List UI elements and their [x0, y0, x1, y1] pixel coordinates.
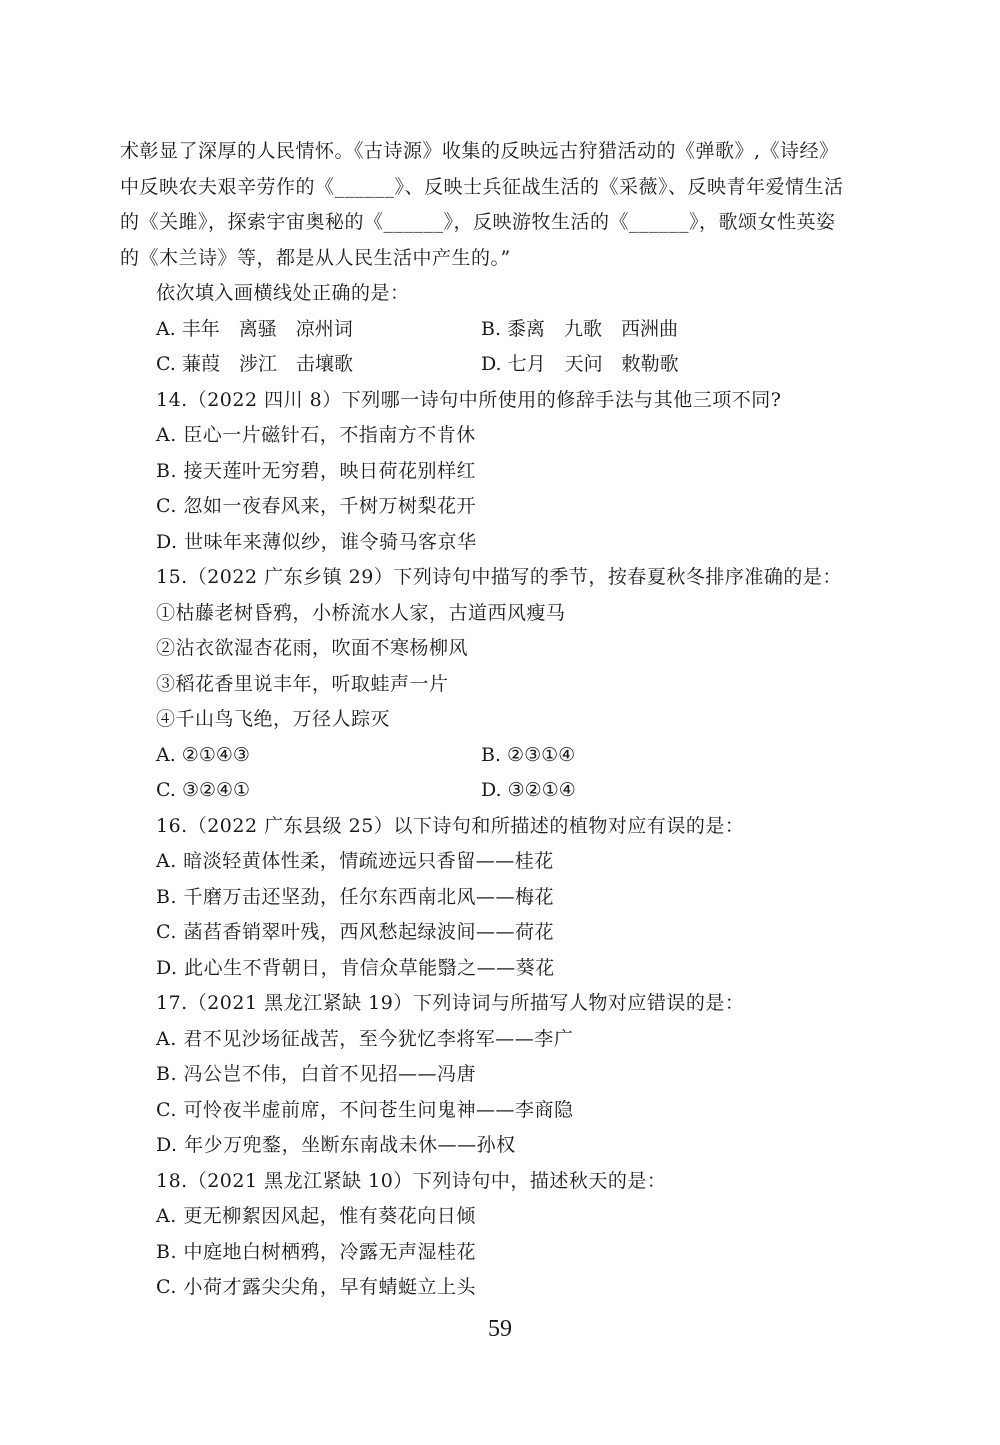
option-c: C. 可怜夜半虚前席，不问苍生问鬼神——李商隐 — [156, 1098, 574, 1121]
option-row — [120, 738, 880, 774]
option-b: B. 千磨万击还坚劲，任尔东西南北风——梅花 — [156, 885, 555, 908]
option-a: A. 丰年 离骚 凉州词 — [156, 317, 353, 340]
option-d: D. 年少万兜鍪，坐断东南战未休——孙权 — [156, 1134, 516, 1156]
option-b: B. 中庭地白树栖鸦，冷露无声湿桂花 — [156, 1240, 477, 1263]
question-prompt: 依次填入画横线处正确的是： — [156, 282, 410, 304]
question-stem: 15.（2022 广东乡镇 29）下列诗句中描写的季节，按春夏秋冬排序准确的是： — [156, 566, 842, 588]
option-c: C. 小荷才露尖尖角，早有蜻蜓立上头 — [156, 1276, 476, 1298]
paragraph-line: 中反映农夫艰辛劳作的《______》、反映士兵征战生活的《采薇》、反映青年爱情生活 — [120, 175, 844, 198]
paragraph-line: 的《关雎》，探索宇宙奥秘的《______》，反映游牧生活的《______》，歌颂女性英姿 — [120, 211, 836, 233]
option-b: B. 接天莲叶无穷碧，映日荷花别样红 — [156, 459, 477, 482]
option-a: A. 君不见沙场征战苦，至今犹忆李将军——李广 — [156, 1027, 574, 1050]
poem-item: ②沾衣欲湿杏花雨，吹面不寒杨柳风 — [156, 637, 469, 659]
page-number: 59 — [488, 1316, 512, 1342]
option-b: B. 冯公岂不伟，白首不见招——冯唐 — [156, 1063, 477, 1085]
option-c: C. ③②④① — [156, 779, 251, 801]
paragraph-line: 术彰显了深厚的人民情怀。《古诗源》收集的反映远古狩猎活动的《弹歌》,《诗经》 — [120, 140, 839, 162]
option-b: B. 黍离 九歌 西洲曲 — [481, 317, 679, 340]
option-a: A. ②①④③ — [156, 743, 250, 766]
option-a: A. 臣心一片磁针石，不指南方不肯休 — [156, 424, 476, 446]
page-content — [120, 134, 880, 1306]
option-a: A. 更无柳絮因风起，惟有葵花向日倾 — [156, 1205, 476, 1227]
option-d: D. 七月 天问 敕勒歌 — [481, 353, 679, 375]
option-d: D. 此心生不背朝日，肯信众草能翳之——葵花 — [156, 956, 555, 979]
question-stem: 14.（2022 四川 8）下列哪一诗句中所使用的修辞手法与其他三项不同? — [156, 388, 782, 411]
option-b: B. ②③①④ — [481, 743, 576, 766]
poem-item: ①枯藤老树昏鸦，小桥流水人家，古道西风瘦马 — [156, 601, 566, 624]
option-a: A. 暗淡轻黄体性柔，情疏迹远只香留——桂花 — [156, 850, 554, 872]
option-row — [120, 773, 880, 809]
option-d: D. 世味年来薄似纱，谁令骑马客京华 — [156, 530, 477, 553]
paragraph-line: 的《木兰诗》等，都是从人民生活中产生的。” — [120, 246, 511, 269]
option-c: C. 菡萏香销翠叶残，西风愁起绿波间——荷花 — [156, 921, 554, 943]
question-stem: 16.（2022 广东县级 25）以下诗句和所描述的植物对应有误的是： — [156, 814, 745, 837]
poem-item: ③稻花香里说丰年，听取蛙声一片 — [156, 672, 449, 695]
question-stem: 18.（2021 黑龙江紧缺 10）下列诗句中，描述秋天的是： — [156, 1169, 667, 1192]
option-d: D. ③②①④ — [481, 779, 576, 801]
option-c: C. 忽如一夜春风来，千树万树梨花开 — [156, 495, 476, 517]
option-row — [120, 347, 880, 383]
question-stem: 17.（2021 黑龙江紧缺 19）下列诗词与所描写人物对应错误的是： — [156, 992, 745, 1014]
option-row — [120, 312, 880, 348]
poem-item: ④千山鸟飞绝，万径人踪灭 — [156, 708, 391, 730]
option-c: C. 蒹葭 涉江 击壤歌 — [156, 353, 353, 375]
